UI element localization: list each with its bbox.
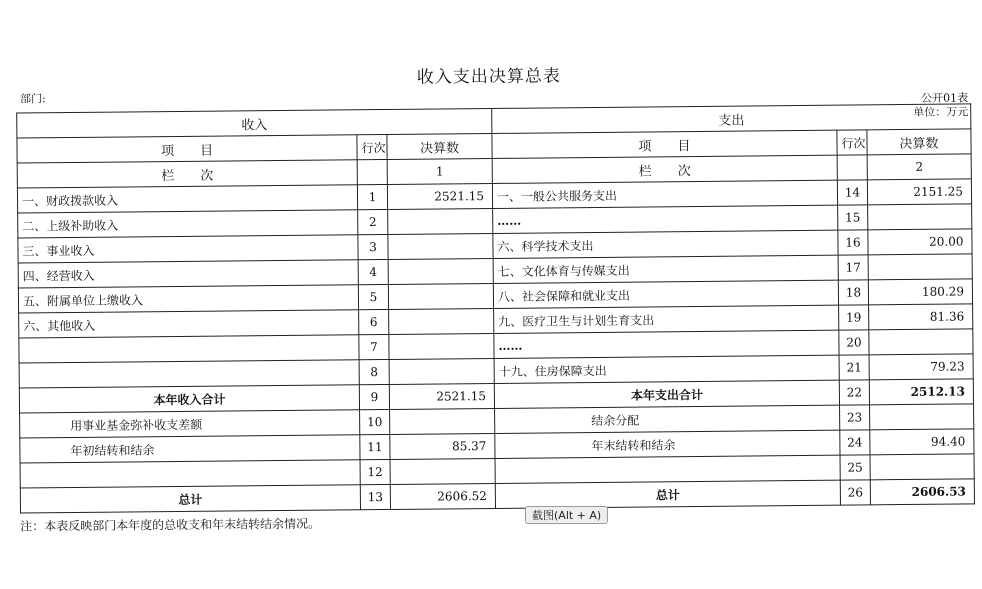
expense-label: 七、文化体育与传媒支出 — [493, 255, 838, 283]
income-value — [390, 408, 495, 434]
income-label: 用事业基金弥补收支差额 — [20, 410, 360, 438]
expense-column-order: 栏 次 — [492, 155, 837, 183]
income-row-no: 3 — [358, 234, 388, 259]
income-row-no: 13 — [360, 484, 390, 509]
expense-subtotal-label: 本年支出合计 — [494, 380, 839, 408]
income-row-no: 5 — [358, 284, 388, 309]
form-number: 公开01表 — [921, 91, 969, 105]
income-value — [389, 358, 494, 384]
expense-value: 180.29 — [868, 279, 972, 305]
income-item-header: 项 目 — [17, 135, 357, 163]
expense-label: …… — [494, 330, 839, 358]
income-label: 五、附属单位上缴收入 — [18, 285, 358, 313]
income-value — [388, 208, 493, 234]
expense-column-order-blank — [837, 155, 867, 180]
expense-value: 2151.25 — [867, 179, 971, 205]
expense-value: 81.36 — [869, 304, 973, 330]
income-row-no: 4 — [358, 259, 388, 284]
expense-value — [868, 254, 972, 280]
income-label: 二、上级补助收入 — [18, 210, 358, 238]
expense-row-no: 15 — [838, 205, 868, 230]
income-column-number: 1 — [387, 158, 492, 184]
expense-row-no: 20 — [839, 330, 869, 355]
income-row-no-header: 行次 — [357, 134, 387, 159]
expense-row-no: 22 — [839, 380, 869, 405]
expense-label: …… — [493, 205, 838, 233]
department-label: 部门: — [19, 92, 46, 106]
income-label: 四、经营收入 — [18, 260, 358, 288]
income-value — [390, 458, 495, 484]
income-amount-header: 决算数 — [387, 133, 492, 159]
income-row-no: 11 — [360, 434, 390, 459]
expense-amount-header: 决算数 — [867, 129, 971, 155]
expense-label: 六、科学技术支出 — [493, 230, 838, 258]
income-column-order: 栏 次 — [17, 160, 357, 188]
income-value: 85.37 — [390, 433, 495, 459]
expense-value — [869, 329, 973, 355]
income-header: 收入 — [17, 108, 492, 138]
page-title: 收入支出决算总表 — [416, 66, 561, 88]
footnote: 注：本表反映部门本年度的总收支和年末结转结余情况。 — [20, 516, 321, 534]
expense-row-no: 25 — [840, 455, 870, 480]
income-value — [389, 308, 494, 334]
expense-header: 支出 — [492, 104, 971, 134]
expense-value: 94.40 — [870, 429, 974, 455]
expense-value: 79.23 — [869, 354, 973, 380]
income-row-no: 7 — [359, 334, 389, 359]
expense-total-value: 2606.53 — [870, 479, 974, 505]
income-value: 2521.15 — [387, 183, 492, 209]
budget-summary-table — [16, 103, 975, 513]
expense-row-no: 16 — [838, 230, 868, 255]
expense-row-no: 21 — [839, 355, 869, 380]
income-row-no: 8 — [359, 359, 389, 384]
income-label: 年初结转和结余 — [20, 435, 360, 463]
expense-label: 年末结转和结余 — [495, 430, 840, 458]
income-row-no: 6 — [359, 309, 389, 334]
screenshot-button[interactable]: 截图(Alt + A) — [525, 506, 608, 524]
expense-item-header: 项 目 — [492, 130, 837, 158]
income-subtotal-value: 2521.15 — [389, 383, 494, 409]
expense-total-label: 总计 — [495, 480, 840, 508]
income-row-no: 9 — [359, 384, 389, 409]
expense-value — [868, 204, 972, 230]
income-value — [388, 283, 493, 309]
income-row-no: 10 — [360, 409, 390, 434]
income-value — [389, 333, 494, 359]
expense-row-no-header: 行次 — [837, 130, 867, 155]
expense-label: 结余分配 — [495, 405, 840, 433]
income-subtotal-label: 本年收入合计 — [19, 385, 359, 413]
expense-value: 20.00 — [868, 229, 972, 255]
expense-row-no: 24 — [840, 430, 870, 455]
expense-label: 八、社会保障和就业支出 — [493, 280, 838, 308]
income-value — [388, 233, 493, 259]
expense-row-no: 23 — [840, 405, 870, 430]
income-label — [19, 335, 359, 363]
income-row-no: 2 — [358, 209, 388, 234]
expense-column-number: 2 — [867, 154, 971, 180]
income-label: 一、财政拨款收入 — [17, 185, 357, 213]
income-label: 六、其他收入 — [19, 310, 359, 338]
expense-label — [495, 455, 840, 483]
expense-label: 九、医疗卫生与计划生育支出 — [494, 305, 839, 333]
income-total-value: 2606.52 — [390, 483, 495, 509]
income-total-label: 总计 — [20, 485, 360, 513]
income-label: 三、事业收入 — [18, 235, 358, 263]
expense-label: 一、一般公共服务支出 — [492, 180, 837, 208]
expense-row-no: 17 — [838, 255, 868, 280]
income-label — [19, 360, 359, 388]
expense-label: 十九、住房保障支出 — [494, 355, 839, 383]
expense-row-no: 18 — [838, 280, 868, 305]
expense-value — [870, 404, 974, 430]
expense-value — [870, 454, 974, 480]
income-row-no: 1 — [357, 184, 387, 209]
expense-row-no: 26 — [840, 480, 870, 505]
expense-row-no: 19 — [839, 305, 869, 330]
income-column-order-blank — [357, 159, 387, 184]
expense-subtotal-value: 2512.13 — [869, 379, 973, 405]
income-label — [20, 460, 360, 488]
income-row-no: 12 — [360, 459, 390, 484]
unit-label: 单位：万元 — [913, 105, 969, 119]
expense-row-no: 14 — [837, 180, 867, 205]
income-value — [388, 258, 493, 284]
